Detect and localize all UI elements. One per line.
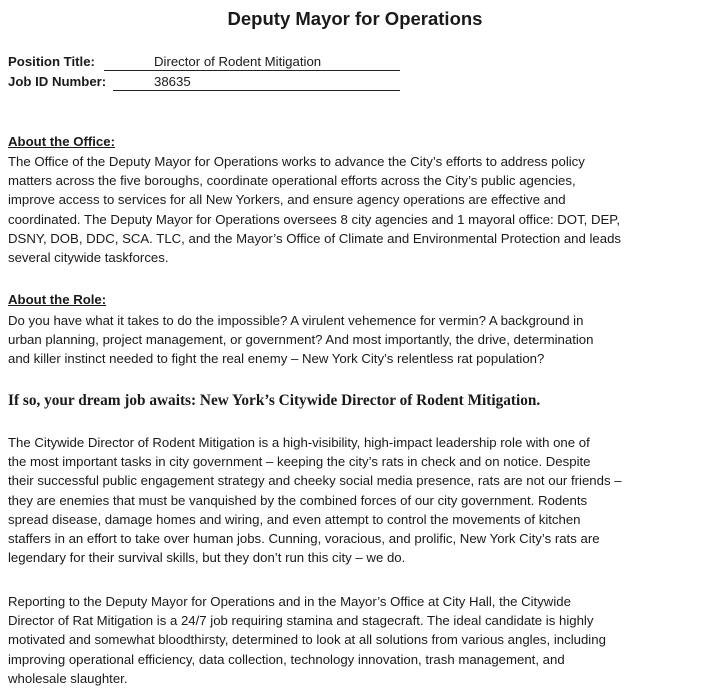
reporting-line: improving operational efficiency, data collection, technology innovation, trash management, and	[8, 651, 565, 667]
about-role-heading: About the Role:	[8, 292, 107, 307]
description-line: staffers in an effort to take over human jobs. Cunning, voracious, and prolific, New York City’s rats are	[8, 531, 600, 547]
description-line: they are enemies that must be vanquished by the combined forces of our city government. Rodents	[8, 492, 588, 508]
reporting-line: Director of Rat Mitigation is a 24/7 job requiring stamina and stagecraft. The ideal candidate is highly	[8, 613, 594, 629]
about-role-line: Do you have what it takes to do the impossible? A virulent vehemence for vermin? A background in	[8, 313, 584, 328]
description-line: legendary for their survival skills, but they don’t run this city – we do.	[8, 550, 406, 566]
about-role-line: urban planning, project management, or government? And most importantly, the drive, determination	[8, 332, 594, 348]
page-title: Deputy Mayor for Operations	[227, 8, 483, 29]
description-line: their successful public engagement strategy and cheeky social media presence, rats are not our friends –	[8, 473, 622, 489]
about-office-line: matters across the five boroughs, coordinate operational efforts across the City’s public agencies,	[8, 173, 576, 189]
position-title-value: Director of Rodent Mitigation	[154, 54, 322, 69]
dream-job-callout: If so, your dream job awaits: New York’s Citywide Director of Rodent Mitigation.	[8, 392, 541, 409]
about-role-line: and killer instinct needed to fight the real enemy – New York City’s relentless rat population?	[8, 351, 545, 367]
job-id-label: Job ID Number:	[8, 74, 107, 89]
job-id-value: 38635	[154, 74, 191, 89]
description-line: The Citywide Director of Rodent Mitigation is a high-visibility, high-impact leadership role with one of	[8, 435, 590, 450]
position-title-underline	[104, 70, 400, 71]
about-office-line: several citywide taskforces.	[8, 250, 169, 266]
description-line: the most important tasks in city government – keeping the city’s rats in check and on notice. Despite	[8, 454, 591, 470]
about-role-paragraph	[8, 311, 710, 369]
about-office-line: The Office of the Deputy Mayor for Operations works to advance the City’s efforts to address policy	[8, 154, 585, 169]
reporting-line: motivated and somewhat bloodthirsty, determined to look at all solutions from various angles, including	[8, 632, 606, 648]
about-office-line: improve access to services for all New Yorkers, and ensure agency operations are effective and	[8, 192, 566, 208]
about-office-paragraph	[8, 152, 710, 267]
reporting-line: wholesale slaughter.	[8, 670, 128, 686]
description-line: spread disease, damage homes and wiring, and even attempt to control the movements of kitchen	[8, 511, 581, 527]
job-id-underline	[113, 90, 400, 91]
reporting-line: Reporting to the Deputy Mayor for Operations and in the Mayor’s Office at City Hall, the Citywide	[8, 594, 571, 609]
reporting-paragraph	[8, 592, 710, 688]
about-office-line: coordinated. The Deputy Mayor for Operations oversees 8 city agencies and 1 mayoral office: DOT, DEP,	[8, 211, 621, 227]
about-office-line: DSNY, DOB, DDC, SCA. TLC, and the Mayor’s Office of Climate and Environmental Protection and leads	[8, 230, 622, 246]
description-paragraph	[8, 433, 710, 567]
about-office-heading: About the Office:	[8, 134, 115, 149]
position-title-label: Position Title:	[8, 54, 95, 69]
